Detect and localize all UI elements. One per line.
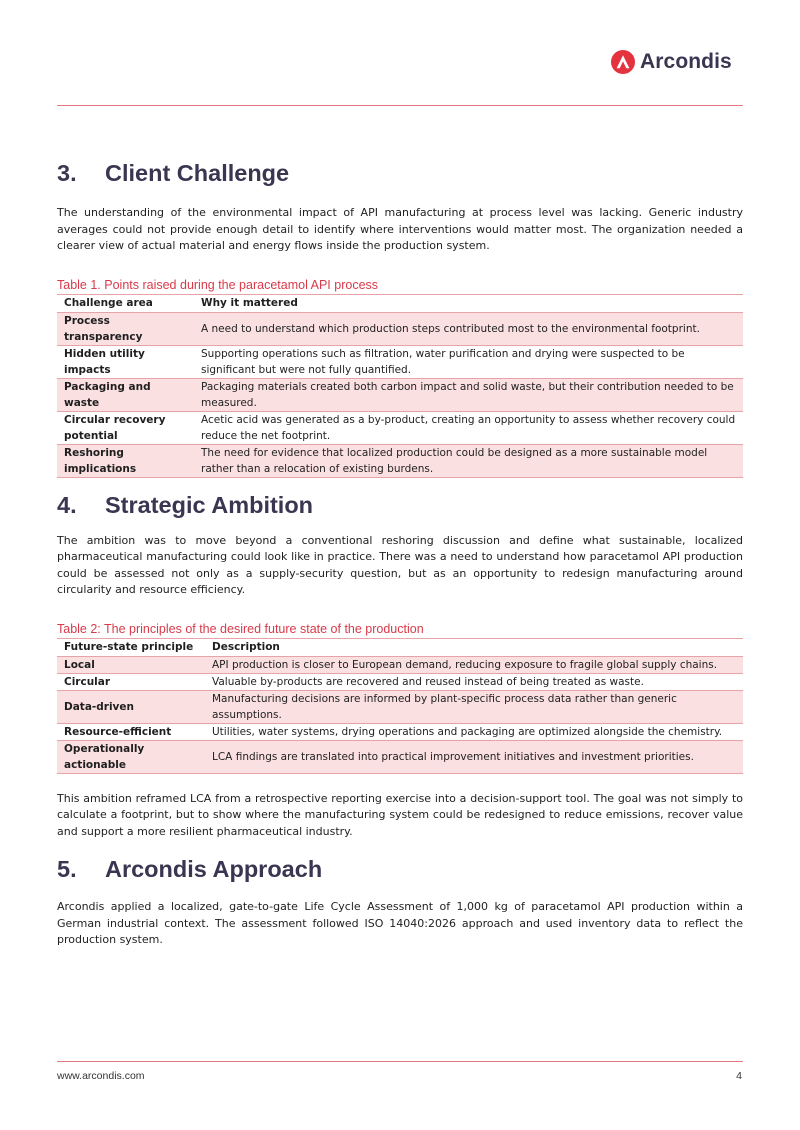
table-header-cell: Challenge area — [57, 294, 194, 312]
section-title: Arcondis Approach — [105, 856, 323, 882]
page-content — [57, 160, 743, 949]
table-row — [57, 740, 743, 773]
arcondis-logo-icon — [611, 50, 635, 74]
section-number: 4. — [57, 491, 77, 518]
company-logo — [611, 50, 732, 74]
table-value-cell: Supporting operations such as filtration, water purification and drying were suspected to be significant but were not fully quantified. — [194, 345, 743, 378]
table-row — [57, 444, 743, 477]
table-key-cell: Process transparency — [57, 312, 194, 345]
table-key-cell: Packaging and waste — [57, 378, 194, 411]
table-value-cell: Packaging materials created both carbon impact and solid waste, but their contribution needed to be measured. — [194, 378, 743, 411]
table-header-cell: Future-state principle — [57, 638, 205, 656]
table-key-cell: Operationally actionable — [57, 740, 205, 773]
table-value-cell: Utilities, water systems, drying operations and packaging are optimized alongside the chemistry. — [205, 723, 743, 740]
section-heading-strategic-ambition — [57, 492, 743, 519]
section-heading-arcondis-approach — [57, 856, 743, 883]
table-value-cell: Valuable by-products are recovered and reused instead of being treated as waste. — [205, 673, 743, 690]
approach-paragraph: Arcondis applied a localized, gate-to-gate Life Cycle Assessment of 1,000 kg of paracetamol API production within a German industrial context. The assessment followed ISO 14040:2026 approach and used inventory data to reflect the production system. — [57, 900, 743, 946]
section-number: 3. — [57, 160, 77, 186]
table-value-cell: Acetic acid was generated as a by-product, creating an opportunity to assess whether recovery could reduce the net footprint. — [194, 411, 743, 444]
header-divider — [57, 105, 743, 106]
table-key-cell: Reshoring implications — [57, 444, 194, 477]
section-heading-client-challenge — [57, 160, 743, 187]
table-key-cell: Data-driven — [57, 690, 205, 723]
table-header-row — [57, 294, 743, 312]
table-key-cell: Circular recovery potential — [57, 411, 194, 444]
section-number: 5. — [57, 856, 77, 882]
table-row — [57, 345, 743, 378]
footer-divider — [57, 1061, 743, 1062]
table2-caption: Table 2: The principles of the desired future state of the production — [57, 621, 424, 636]
table-key-cell: Hidden utility impacts — [57, 345, 194, 378]
table-value-cell: The need for evidence that localized production could be designed as a more sustainable model rather than a relocation of existing burdens. — [194, 444, 743, 477]
table-key-cell: Resource-efficient — [57, 723, 205, 740]
table-value-cell: LCA findings are translated into practical improvement initiatives and investment priorities. — [205, 740, 743, 773]
table-row — [57, 378, 743, 411]
table-value-cell: A need to understand which production steps contributed most to the environmental footprint. — [194, 312, 743, 345]
table-value-cell: API production is closer to European demand, reducing exposure to fragile global supply chains. — [205, 656, 743, 673]
table-row — [57, 673, 743, 690]
table-header-cell: Why it mattered — [194, 294, 743, 312]
table-key-cell: Circular — [57, 673, 205, 690]
section-title: Client Challenge — [105, 160, 290, 186]
ambition-followup-paragraph: This ambition reframed LCA from a retrospective reporting exercise into a decision-support tool. The goal was not simply to calculate a footprint, but to show where the manufacturing system could be redesigned to reduce emissions, recover value and support a more resilient pharmaceutical industry. — [57, 791, 743, 838]
table-header-row — [57, 638, 743, 656]
challenge-table — [57, 294, 743, 478]
table-row — [57, 312, 743, 345]
table-row — [57, 411, 743, 444]
table-key-cell: Local — [57, 656, 205, 673]
challenge-paragraph: The understanding of the environmental impact of API manufacturing at process level was lacking. Generic industry averages could not provide enough detail to identify where interventions would matter most. The organization needed a clearer view of actual material and energy flows inside the production system. — [57, 206, 743, 252]
table-header-cell: Description — [205, 638, 743, 656]
logo-text: Arcondis — [640, 50, 732, 73]
table-row — [57, 723, 743, 740]
table-row — [57, 690, 743, 723]
table-value-cell: Manufacturing decisions are informed by plant-specific process data rather than generic assumptions. — [205, 690, 743, 723]
footer-website: www.arcondis.com — [57, 1070, 145, 1082]
principles-table — [57, 638, 743, 774]
section-title: Strategic Ambition — [105, 491, 314, 518]
page-number: 4 — [736, 1070, 742, 1082]
table1-caption: Table 1. Points raised during the paracetamol API process — [57, 277, 379, 292]
ambition-paragraph: The ambition was to move beyond a conventional reshoring discussion and define what sustainable, localized pharmaceutical manufacturing could look like in practice. There was a need to understand how paracetamol API production could be assessed not only as a supply-security question, but as an opportunity to redesign manufacturing around circularity and resource efficiency. — [57, 533, 743, 596]
table-row — [57, 656, 743, 673]
